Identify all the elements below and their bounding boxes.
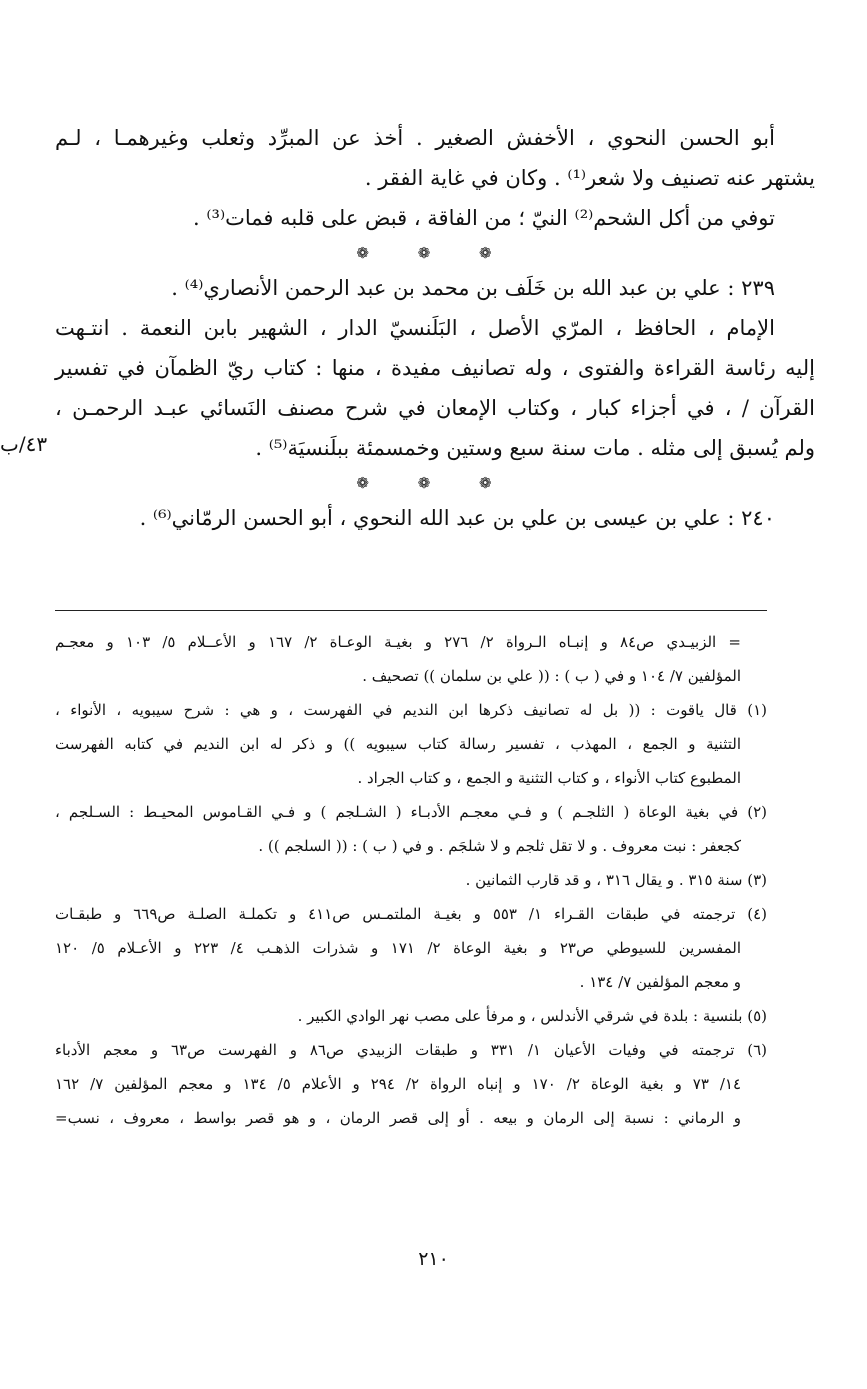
entry-240-heading: ٢٤٠ : علي بن عيسى بن علي بن عبد الله النحوي ، أبو الحسن الرمّاني⁽⁶⁾ .: [139, 506, 775, 530]
footnote-line-11: و معجم المؤلفين ٧/ ١٣٤ .: [579, 973, 741, 991]
footnote-line-2: المؤلفين ٧/ ١٠٤ و في ( ب ) : (( علي بن سلمان )) تصحيف .: [362, 667, 741, 685]
footnote-line-4: التثنية و الجمع ، المهذب ، تفسير رسالة كتاب سيبويه )) و ذكر له ابن النديم في كتابه الفهرست: [55, 735, 741, 753]
footnote-5: (٥) بلنسية : بلدة في شرقي الأندلس ، و مرفأ على مصب نهر الوادي الكبير .: [297, 1007, 767, 1025]
text-line-8: ولم يُسبق إلى مثله . مات سنة سبع وستين وخمسمئة ببلَنسيَة⁽⁵⁾ .: [255, 436, 815, 460]
footnote-line-7: كجعفر : نبت معروف . و لا تقل ثلجم و لا شلجَم . و في ( ب ) : (( السلجم )) .: [258, 837, 741, 855]
footnote-2: (٢) في بغية الوعاة ( الثلجـم ) و فـي معجـم الأدبـاء ( الشـلجم ) و فـي القـاموس المحيـط : السـلجم ،: [55, 803, 767, 821]
manuscript-folio-marker: ٤٣/ب: [0, 432, 48, 456]
footnote-line-10: المفسرين للسيوطي ص٢٣ و بغية الوعاة ٢/ ١٧١ و شذرات الذهـب ٤/ ٢٢٣ و الأعـلام ٥/ ١٢٠: [55, 939, 742, 957]
footnote-1: (١) قال ياقوت : (( بل له تصانيف ذكرها ابن النديم في الفهرست ، و هي : شرح سيبويه ، الأنواء ،: [55, 701, 767, 719]
footnote-3: (٣) سنة ٣١٥ . و يقال ٣١٦ ، و قد قارب الثمانين .: [465, 871, 767, 889]
text-line-3: توفي من أكل الشحم⁽²⁾ النيّ ؛ من الفاقة ، قبض على قلبه فمات⁽³⁾ .: [193, 206, 775, 230]
footnote-line-5: المطبوع كتاب الأنواء ، و كتاب التثنية و الجمع ، و كتاب الجراد .: [357, 769, 741, 787]
footnotes: [55, 625, 767, 1135]
footnote-line-15: و الرماني : نسبة إلى الرمان و بيعه . أو إلى قصر الرمان ، و هو قصر بواسط ، معروف ، نسب=: [55, 1109, 741, 1127]
text-line-7: القرآن / ، في أجزاء كبار ، وكتاب الإمعان في شرح مصنف النَسائي عبـد الرحمـن ،: [55, 396, 815, 420]
footnote-line-1: = الزبيـدي ص٨٤ و إنبـاه الـرواة ٢/ ٢٧٦ و بغيـة الوعـاة ٢/ ١٦٧ و الأعــلام ٥/ ١٠٣ و معجـم: [55, 633, 741, 651]
ornament-divider: ❁ ❁ ❁: [356, 244, 514, 262]
text-line-5: الإمام ، الحافظ ، المرّي الأصل ، البَلَنسيّ الدار ، الشهير بابن النعمة . انتـهت: [55, 316, 775, 340]
text-line-2: يشتهر عنه تصنيف ولا شعر⁽¹⁾ . وكان في غاية الفقر .: [364, 166, 815, 190]
text-line-6: إليه رئاسة القراءة والفتوى ، وله تصانيف مفيدة ، منها : كتاب ريّ الظمآن في تفسير: [55, 356, 815, 380]
page-number: ٢١٠: [418, 1248, 449, 1270]
entry-239-heading: ٢٣٩ : علي بن عبد الله بن خَلَف بن محمد بن عبد الرحمن الأنصاري⁽⁴⁾ .: [171, 276, 775, 300]
footnote-6: (٦) ترجمته في وفيات الأعيان ١/ ٣٣١ و طبقات الزبيدي ص٨٦ و الفهرست ص٦٣ و معجم الأدباء: [55, 1041, 768, 1059]
text-line-1: أبو الحسن النحوي ، الأخفش الصغير . أخذ عن المبرِّد وثعلب وغيرهمـا ، لـم: [55, 126, 775, 150]
footnote-line-14: ١٤/ ٧٣ و بغية الوعاة ٢/ ١٧٠ و إنباه الرواة ٢/ ٢٩٤ و الأعلام ٥/ ١٣٤ و معجم المؤلفين ٧/ ١٦٢: [55, 1075, 742, 1093]
footnote-separator: [55, 610, 767, 611]
main-text: [55, 118, 815, 538]
ornament-divider-2: ❁ ❁ ❁: [356, 474, 514, 492]
footnote-4: (٤) ترجمته في طبقات القـراء ١/ ٥٥٣ و بغيـة الملتمـس ص٤١١ و تكملـة الصلـة ص٦٦٩ و طبقـات: [55, 905, 767, 923]
